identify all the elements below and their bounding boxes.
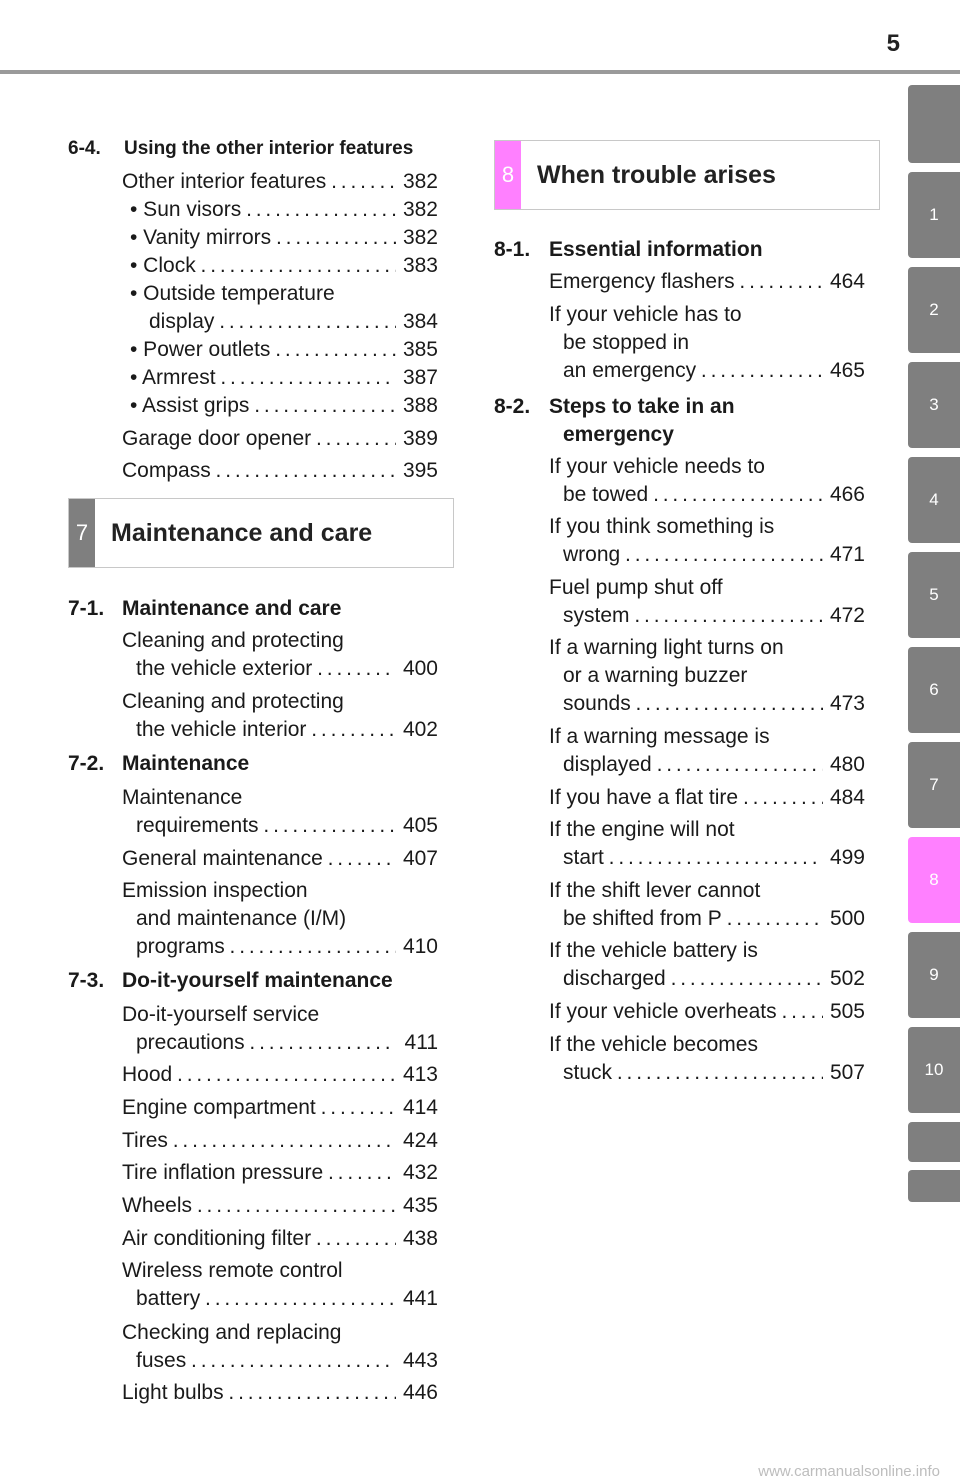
chapter-tab[interactable]	[908, 1122, 960, 1162]
section-title: Using the other interior features	[124, 138, 414, 159]
chapter-tab-8-active[interactable]: 8	[908, 837, 960, 923]
chapter-number: 7	[69, 499, 95, 567]
chapter-number: 8	[495, 141, 521, 209]
section-number: 7-1.	[68, 597, 105, 620]
chapter-tab-3[interactable]: 3	[908, 362, 960, 448]
section-number: 7-2.	[68, 752, 105, 775]
chapter-tab-6[interactable]: 6	[908, 647, 960, 733]
page-number: 5	[886, 30, 900, 57]
chapter-tab-7[interactable]: 7	[908, 742, 960, 828]
chapter-tab-10[interactable]: 10	[908, 1027, 960, 1113]
chapter-title: Maintenance and care	[111, 518, 373, 547]
chapter-title: When trouble arises	[537, 160, 776, 189]
chapter-tab-5[interactable]: 5	[908, 552, 960, 638]
section-number: 8-2.	[494, 395, 531, 418]
section-number: 7-3.	[68, 969, 105, 992]
section-number: 6-4.	[68, 138, 101, 159]
chapter-tab[interactable]	[908, 1170, 960, 1202]
chapter-heading	[494, 140, 880, 210]
section-title: Maintenance and care	[122, 597, 342, 620]
section-title: Steps to take in an	[549, 395, 735, 418]
section-title-continued: emergency	[563, 423, 674, 446]
chapter-heading	[68, 498, 454, 568]
header-rule	[0, 70, 960, 74]
footer-watermark: www.carmanualsonline.info	[758, 1463, 940, 1480]
chapter-tab-9[interactable]: 9	[908, 932, 960, 1018]
chapter-tab-1[interactable]: 1	[908, 172, 960, 258]
section-title: Essential information	[549, 238, 763, 261]
section-title: Maintenance	[122, 752, 250, 775]
section-title: Do-it-yourself maintenance	[122, 969, 393, 992]
chapter-tab-2[interactable]: 2	[908, 267, 960, 353]
section-number: 8-1.	[494, 238, 531, 261]
chapter-tab[interactable]	[908, 85, 960, 163]
chapter-tab-4[interactable]: 4	[908, 457, 960, 543]
